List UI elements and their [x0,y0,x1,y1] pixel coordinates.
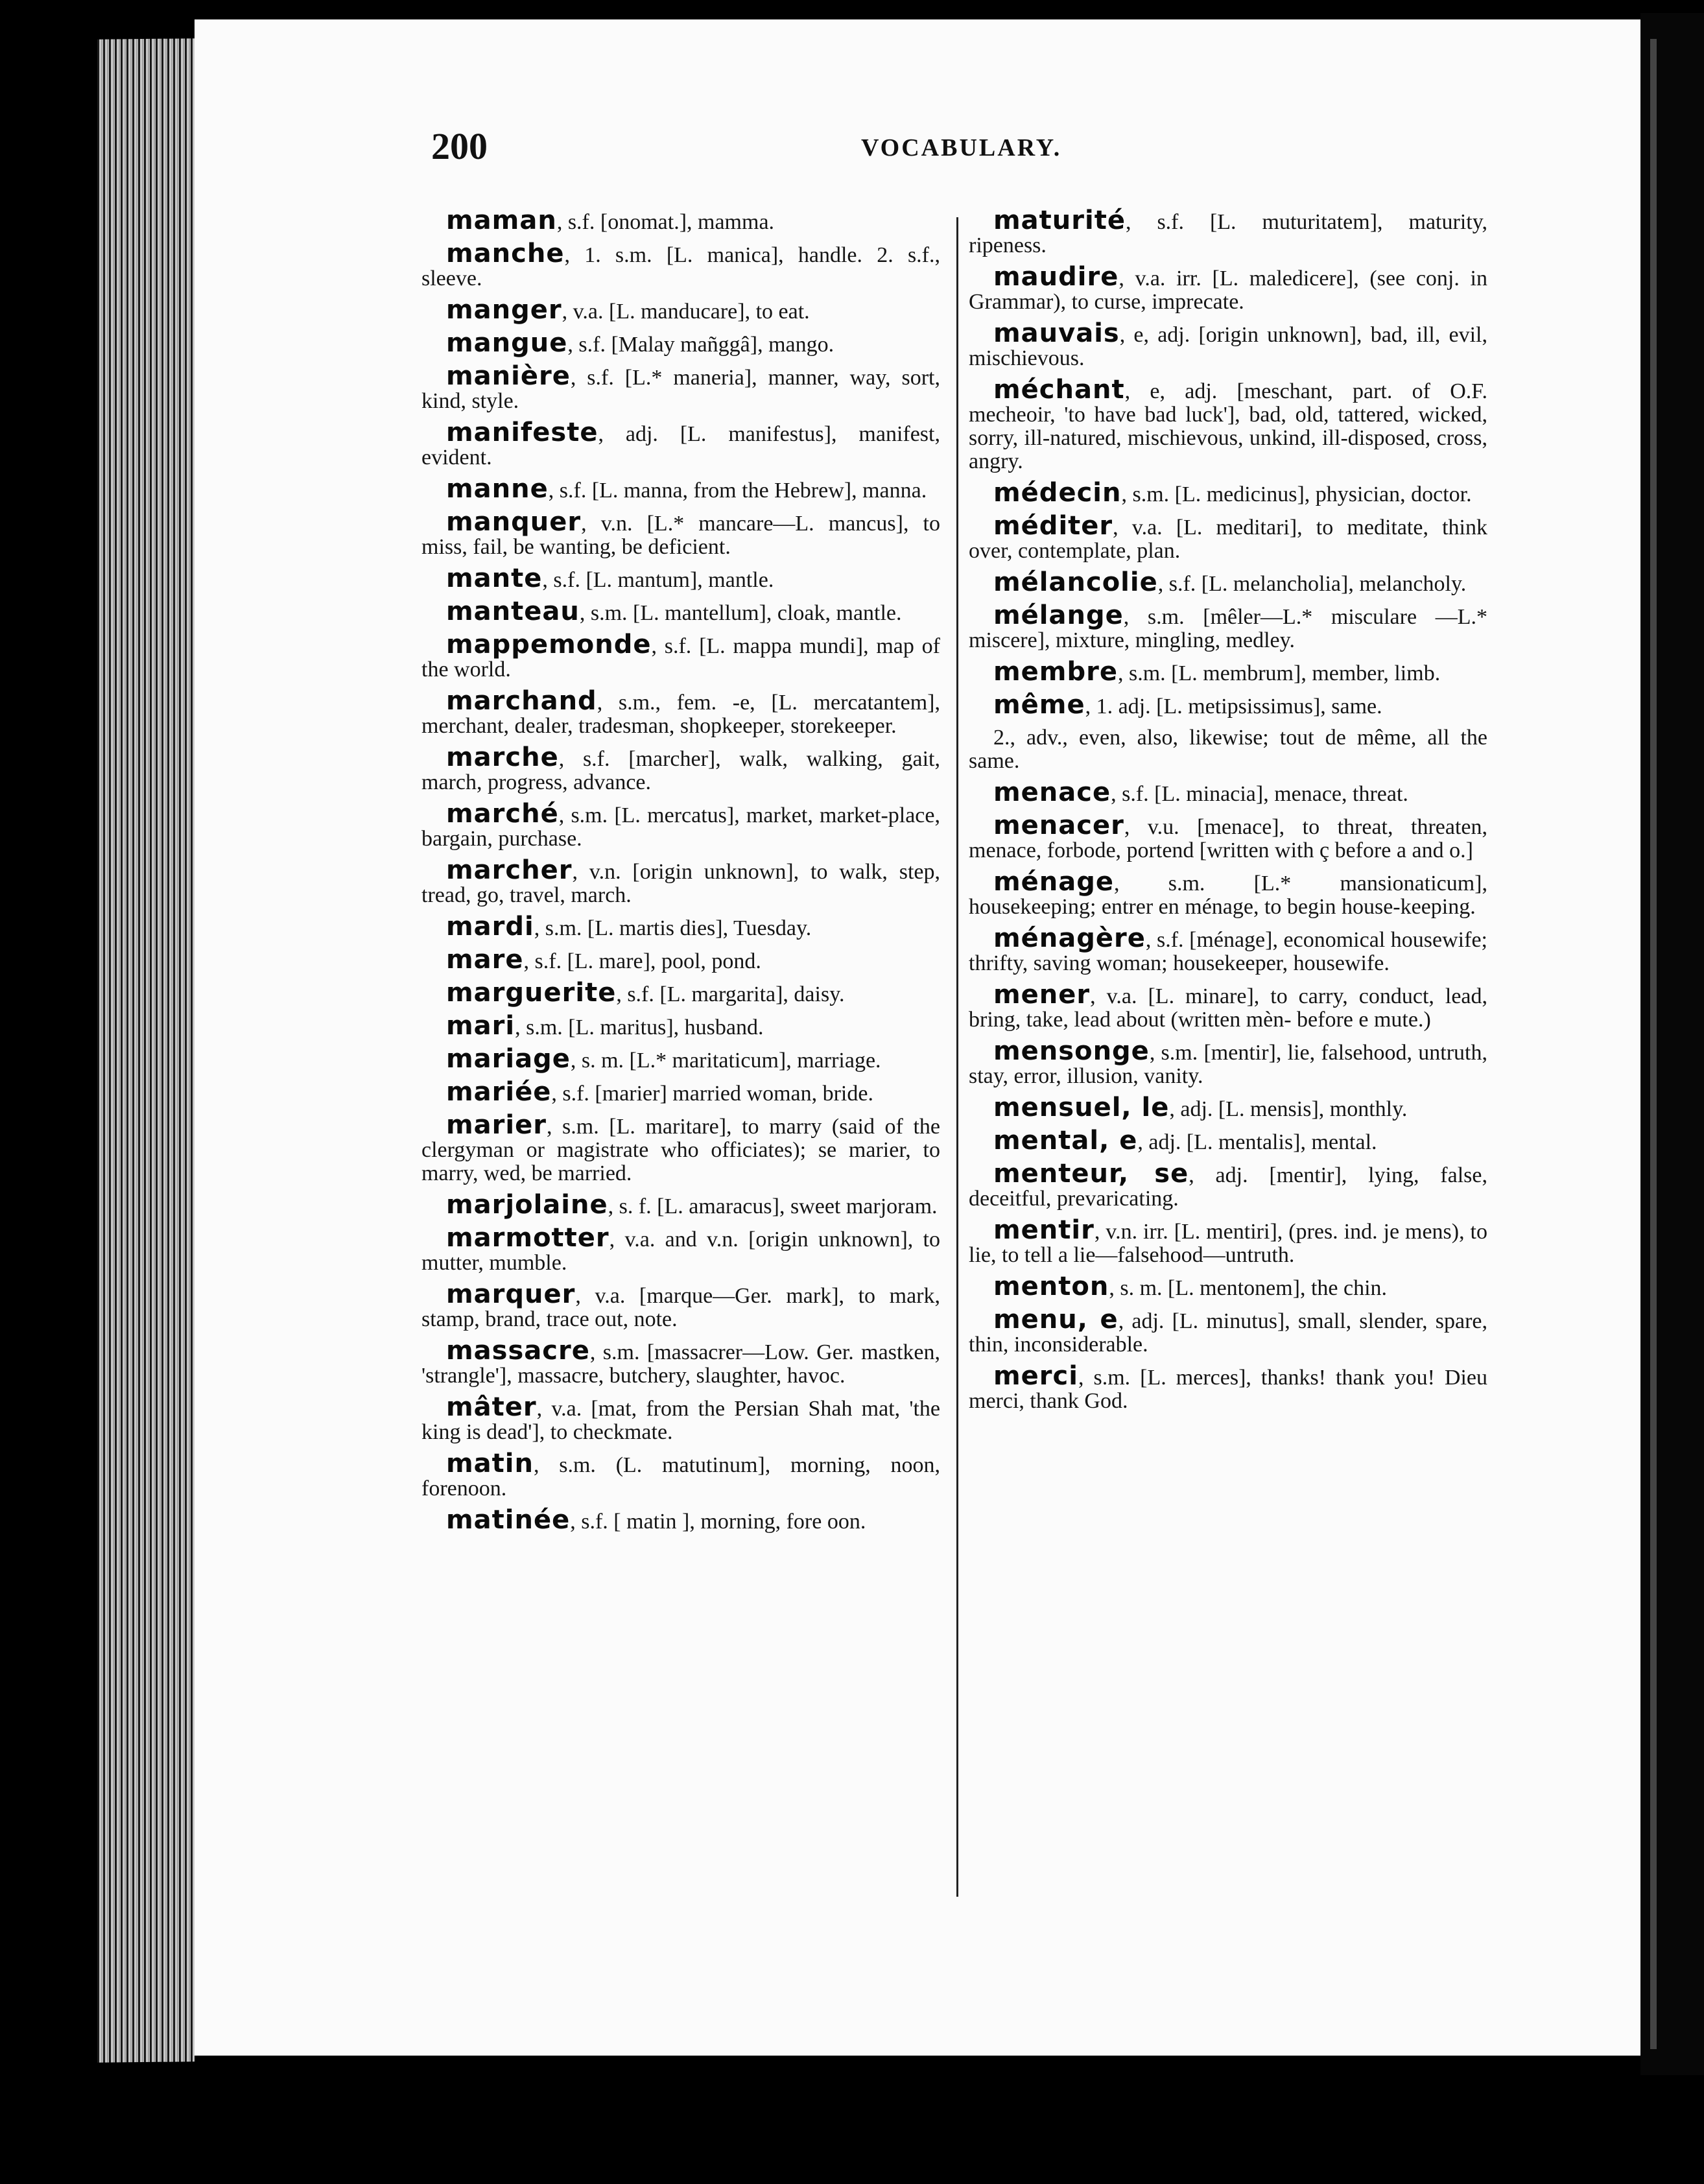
dictionary-entry [969,1305,1487,1357]
entry-headword: mare [446,945,524,975]
dictionary-entry [969,690,1487,720]
left-column [421,206,940,1541]
dictionary-entry [969,657,1487,687]
entry-headword: manne [446,474,549,504]
entry-headword: mangue [446,328,568,358]
entry-definition: , s.f. [L. mantum], mantle. [542,568,774,592]
page-edge-stack [97,38,195,2063]
entry-headword: marguerite [446,978,617,1008]
entry-definition: , s. f. [L. amaracus], sweet marjoram. [608,1194,938,1218]
entry-definition: , v.a. [L. meditari], to meditate, think over, contemplate, plan. [969,516,1487,563]
entry-headword: méditer [993,511,1113,541]
entry-definition: , v.n. [origin unknown], to walk, step, tread, go, travel, march. [421,860,940,907]
entry-definition: , v.a. [marque—Ger. mark], to mark, stamp, brand, trace out, note. [421,1284,940,1331]
entry-headword: marchand [446,686,597,716]
entry-headword: marcher [446,855,573,885]
entry-definition: , v.a. irr. [L. maledicere], (see conj. in Grammar), to curse, imprecate. [969,267,1487,314]
entry-headword: matinée [446,1505,571,1535]
dictionary-entry [969,1361,1487,1413]
entry-definition: , s.m. [mentir], lie, falsehood, untruth, stay, error, illusion, vanity. [969,1041,1487,1088]
entry-headword: mentir [993,1215,1095,1245]
entry-headword: marche [446,742,559,772]
entry-headword: mélancolie [993,567,1158,597]
dictionary-entry [421,1449,940,1501]
entry-definition: , s.m. [L. membrum], member, limb. [1117,661,1441,685]
entry-headword: manifeste [446,418,598,447]
entry-definition: , s.f. [Malay mañggâ], mango. [567,333,834,357]
entry-headword: menacer [993,811,1124,840]
entry-definition: , s.m. [mêler—L.* misculare —L.* miscere], mixture, mingling, medley. [969,605,1487,652]
dictionary-entry [421,1110,940,1185]
dictionary-entry [421,686,940,738]
dictionary-entry [969,567,1487,597]
entry-headword: menton [993,1272,1109,1301]
entry-headword: merci [993,1361,1078,1391]
entry-definition: , s.m. (L. matutinum], morning, noon, forenoon. [421,1453,940,1501]
dictionary-entry [421,1011,940,1041]
entry-headword: même [993,690,1085,720]
dictionary-entry [421,1223,940,1275]
entry-headword: mélange [993,600,1124,630]
entry-headword: mensonge [993,1036,1150,1066]
entry-headword: maturité [993,206,1126,235]
dictionary-entry [969,1272,1487,1301]
entry-definition: , v.n. irr. [L. mentiri], (pres. ind. je mens), to lie, to tell a lie—falsehood—untruth. [969,1220,1487,1267]
entry-definition: , s.m. [L. martis dies], Tuesday. [534,916,812,940]
dictionary-entry [969,511,1487,563]
entry-headword: menteur, se [993,1159,1189,1189]
dictionary-entry [969,867,1487,919]
entry-headword: mariage [446,1044,571,1074]
dictionary-entry [421,1190,940,1220]
entry-definition: , s. m. [L.* maritaticum], marriage. [570,1049,881,1073]
entry-headword: médecin [993,478,1122,508]
entry-definition: , v.a. [L. minare], to carry, conduct, lead, bring, take, lead about (written mèn- before e mute.) [969,984,1487,1032]
dictionary-entry [421,418,940,469]
entry-definition: , v.a. [mat, from the Persian Shah mat, 'the king is dead'], to checkmate. [421,1397,940,1444]
entry-headword: marjolaine [446,1190,608,1220]
entry-definition: , s.m. [massacrer—Low. Ger. mastken, 'strangle'], massacre, butchery, slaughter, havoc. [421,1340,940,1388]
entry-definition: , s.f. [L. minacia], menace, threat. [1111,782,1408,806]
entry-definition: , s.f. [L. mappa mundi], map of the world. [421,634,940,682]
entry-definition: , s.f. [marier] married woman, bride. [551,1082,873,1106]
entry-headword: manière [446,361,571,391]
dictionary-entry [969,1126,1487,1156]
entry-definition: , s. m. [L. mentonem], the chin. [1109,1276,1388,1300]
dictionary-entry [421,295,940,325]
entry-definition: , s.f. [L. muturitatem], maturity, ripeness. [969,210,1487,257]
entry-headword: maman [446,206,557,235]
entry-headword: manche [446,239,565,268]
dictionary-entry [421,1336,940,1388]
entry-definition: , 1. s.m. [L. manica], handle. 2. s.f., sleeve. [421,243,940,291]
entry-headword: mardi [446,912,534,942]
entry-headword: maudire [993,262,1119,292]
entry-definition: , 1. adj. [L. metipsissimus], same. [1085,694,1382,718]
dictionary-entry [969,726,1487,773]
entry-headword: mental, e [993,1126,1138,1156]
entry-headword: marmotter [446,1223,609,1253]
dictionary-entry [421,1392,940,1444]
dictionary-entry [969,811,1487,862]
entry-definition: , s.m. [L. medicinus], physician, doctor. [1121,482,1472,506]
dictionary-entry [421,1077,940,1107]
entry-definition: , s.m. [L. maritare], to marry (said of the clergyman or magistrate who officiates); se marier, to marry, wed, be married. [421,1115,940,1185]
entry-headword: manger [446,295,562,325]
entry-headword: ménage [993,867,1115,897]
entry-definition: , s.m., fem. -e, [L. mercatantem], merchant, dealer, tradesman, shopkeeper, storekeeper. [421,691,940,738]
dictionary-entry [421,630,940,682]
dictionary-entry [969,478,1487,508]
dictionary-entry [421,597,940,626]
entry-headword: membre [993,657,1118,687]
dictionary-entry [969,262,1487,314]
entry-definition: , s.f. [onomat.], mamma. [556,210,775,234]
entry-definition: , s.f. [L.* maneria], manner, way, sort, kind, style. [421,366,940,413]
entry-definition: , v.a. [L. manducare], to eat. [562,300,810,324]
dictionary-entry [421,239,940,291]
adjacent-page-edge [1650,39,1657,2049]
dictionary-entry [421,361,940,413]
entry-definition: , v.a. and v.n. [origin unknown], to mutter, mumble. [421,1228,940,1275]
entry-definition: , adj. [L. minutus], small, slender, spare, thin, inconsiderable. [969,1309,1487,1357]
entry-definition: , v.u. [menace], to threat, threaten, menace, forbode, portend [written with ç before a and o.] [969,815,1487,862]
entry-definition: , s.m. [L. mantellum], cloak, mantle. [579,601,902,625]
entry-headword: ménagère [993,923,1146,953]
entry-definition: , adj. [L. manifestus], manifest, evident. [421,422,940,469]
dictionary-entry [969,1036,1487,1088]
entry-headword: méchant [993,375,1125,405]
entry-definition: , s.f. [L. mare], pool, pond. [523,949,761,973]
dictionary-entry [969,600,1487,652]
dictionary-entry [421,507,940,559]
dictionary-entry [969,375,1487,473]
entry-headword: manquer [446,507,582,537]
entry-headword: mauvais [993,318,1120,348]
entry-definition: , s.m. [L. maritus], husband. [515,1015,764,1039]
entry-headword: massacre [446,1336,590,1366]
dictionary-entry [969,206,1487,257]
entry-definition: 2., adv., even, also, likewise; tout de même, all the same. [969,726,1487,773]
entry-headword: marquer [446,1279,576,1309]
dictionary-entry [969,1093,1487,1122]
entry-definition: , s.f. [L. melancholia], melancholy. [1157,572,1467,596]
dictionary-entry [421,742,940,794]
dictionary-entry [421,799,940,851]
entry-headword: menace [993,777,1111,807]
page-number: 200 [431,125,488,167]
entry-headword: manteau [446,597,580,626]
entry-headword: matin [446,1449,534,1478]
entry-definition: , s.f. [L. margarita], daisy. [616,982,845,1006]
dictionary-entry [421,206,940,235]
page-header [431,125,1339,176]
entry-headword: marier [446,1110,547,1140]
dictionary-entry [421,855,940,907]
dictionary-entry [969,777,1487,807]
entry-headword: mensuel, le [993,1093,1170,1122]
entry-definition: , s.m. [L. merces], thanks! thank you! Dieu merci, thank God. [969,1366,1487,1413]
entry-definition: , s.m. [L. mercatus], market, market-place, bargain, purchase. [421,803,940,851]
dictionary-entry [421,1044,940,1074]
entry-definition: , s.f. [ matin ], morning, fore oon. [570,1510,866,1534]
entry-headword: mante [446,564,543,593]
entry-definition: , s.m. [L.* mansionaticum], housekeeping; entrer en ménage, to begin house-keeping. [969,872,1487,919]
entry-definition: , s.f. [ménage], economical housewife; thrifty, saving woman; housekeeper, housewife. [969,928,1487,975]
dictionary-entry [969,1215,1487,1267]
entry-definition: , e, adj. [origin unknown], bad, ill, evil, mischievous. [969,323,1487,370]
entry-definition: , e, adj. [meschant, part. of O.F. mecheoir, 'to have bad luck'], bad, old, tattered, wicked, sorry, ill-natured, mischievous, unkind, ill-disposed, cross, angry. [969,379,1487,473]
entry-definition: , s.f. [marcher], walk, walking, gait, march, progress, advance. [421,747,940,794]
entry-headword: marché [446,799,559,829]
running-head: VOCABULARY. [861,134,1062,161]
entry-headword: menu, e [993,1305,1118,1335]
dictionary-entry [969,1159,1487,1211]
entry-headword: mariée [446,1077,552,1107]
entry-definition: , adj. [L. mentalis], mental. [1137,1130,1377,1154]
entry-headword: mâter [446,1392,537,1422]
dictionary-entry [969,318,1487,370]
column-divider [956,217,958,1897]
entry-headword: mari [446,1011,515,1041]
dictionary-entry [421,474,940,504]
dictionary-entry [421,328,940,358]
right-column [969,206,1487,1421]
entry-definition: , adj. [L. mensis], monthly. [1169,1097,1408,1121]
entry-definition: , s.f. [L. manna, from the Hebrew], manna. [548,479,927,503]
entry-definition: , v.n. [L.* mancare—L. mancus], to miss, fail, be wanting, be deficient. [421,512,940,559]
entry-definition: , adj. [mentir], lying, false, deceitful, prevaricating. [969,1163,1487,1211]
dictionary-entry [421,912,940,942]
dictionary-entry [421,564,940,593]
dictionary-entry [969,923,1487,975]
entry-headword: mener [993,980,1091,1010]
dictionary-entry [421,978,940,1008]
entry-headword: mappemonde [446,630,652,659]
dictionary-entry [421,1505,940,1535]
dictionary-entry [969,980,1487,1032]
dictionary-entry [421,1279,940,1331]
dictionary-entry [421,945,940,975]
